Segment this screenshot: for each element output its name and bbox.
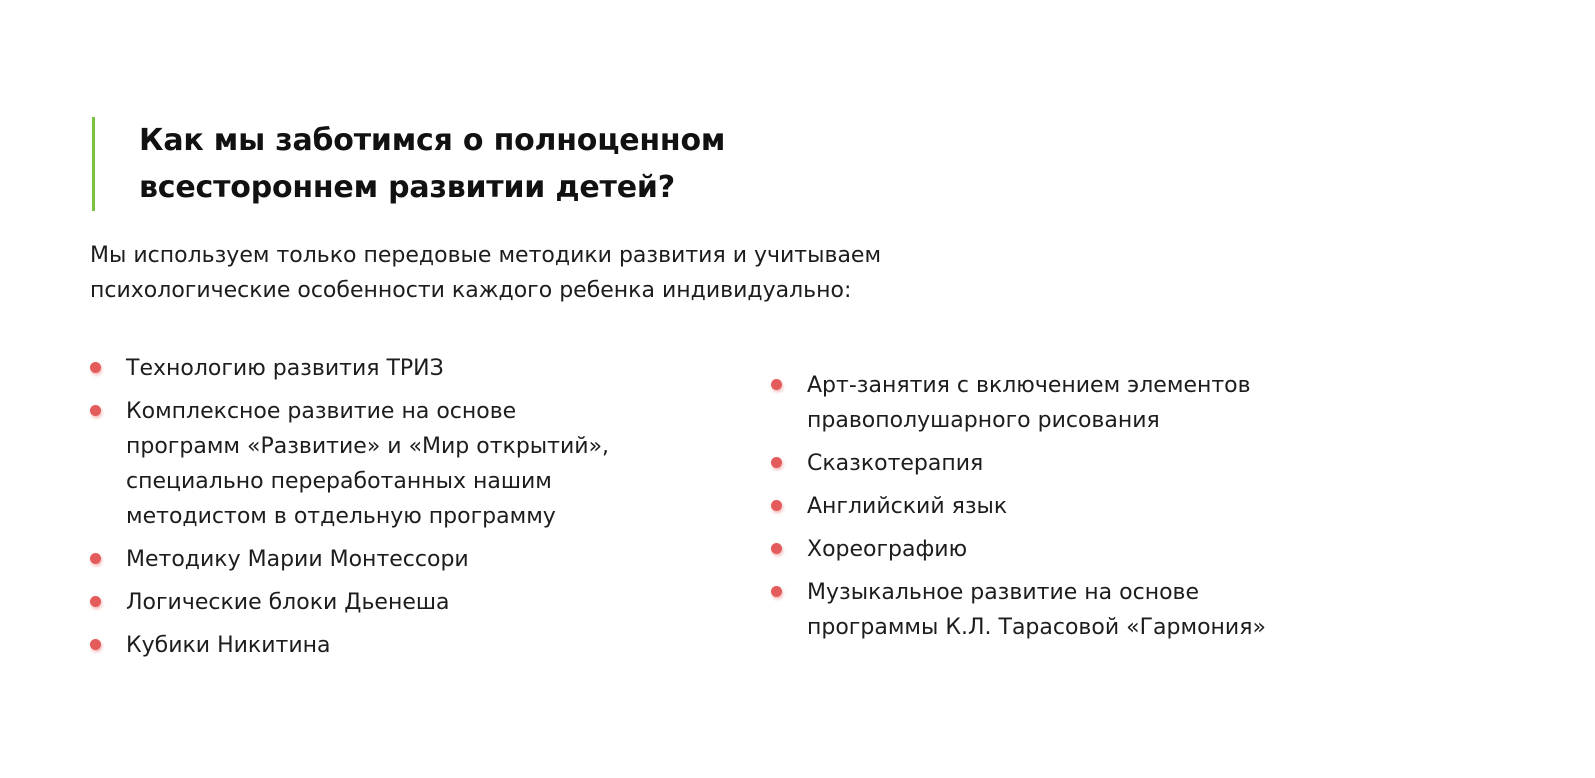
list-item xyxy=(90,585,710,620)
list-item-text: Технологию развития ТРИЗ xyxy=(126,356,444,381)
methods-list-left xyxy=(90,351,710,671)
list-item xyxy=(771,368,1391,438)
list-item-text: Хореографию xyxy=(807,537,968,562)
bullet-dot-icon xyxy=(90,405,101,416)
list-item xyxy=(90,351,710,386)
bullet-dot-icon xyxy=(90,362,101,373)
list-item-text: Английский язык xyxy=(807,494,1008,519)
page-title xyxy=(139,117,852,211)
list-item-text: Комплексное развитие на основе программ «Развитие» и «Мир открытий», специально переработанных нашим методистом в отдельную программу xyxy=(126,399,610,529)
intro-line-2: психологические особенности каждого ребенка индивидуально: xyxy=(90,278,852,303)
list-item xyxy=(771,489,1391,524)
bullet-dot-icon xyxy=(771,500,782,511)
bullet-dot-icon xyxy=(771,543,782,554)
list-item-text: Арт-занятия с включением элементов правополушарного рисования xyxy=(807,373,1251,433)
list-item-text: Методику Марии Монтессори xyxy=(126,547,469,572)
bullet-dot-icon xyxy=(90,553,101,564)
bullet-dot-icon xyxy=(771,457,782,468)
list-item xyxy=(771,575,1391,645)
list-item-text: Сказкотерапия xyxy=(807,451,984,476)
intro-line-1: Мы используем только передовые методики развития и учитываем xyxy=(90,243,882,268)
list-item-text: Логические блоки Дьенеша xyxy=(126,590,450,615)
bullet-dot-icon xyxy=(90,596,101,607)
list-item-text: Кубики Никитина xyxy=(126,633,331,658)
intro-paragraph xyxy=(90,238,1070,308)
list-item-text: Музыкальное развитие на основе программы К.Л. Тарасовой «Гармония» xyxy=(807,580,1266,640)
section-heading xyxy=(92,117,852,211)
bullet-dot-icon xyxy=(90,639,101,650)
list-item xyxy=(771,446,1391,481)
list-item xyxy=(90,394,710,534)
list-item xyxy=(90,542,710,577)
list-item xyxy=(90,628,710,663)
methods-list-right xyxy=(771,368,1391,653)
bullet-dot-icon xyxy=(771,379,782,390)
title-line-1: Как мы заботимся о полноценном xyxy=(139,123,726,158)
list-item xyxy=(771,532,1391,567)
title-line-2: всестороннем развитии детей? xyxy=(139,170,675,205)
bullet-dot-icon xyxy=(771,586,782,597)
